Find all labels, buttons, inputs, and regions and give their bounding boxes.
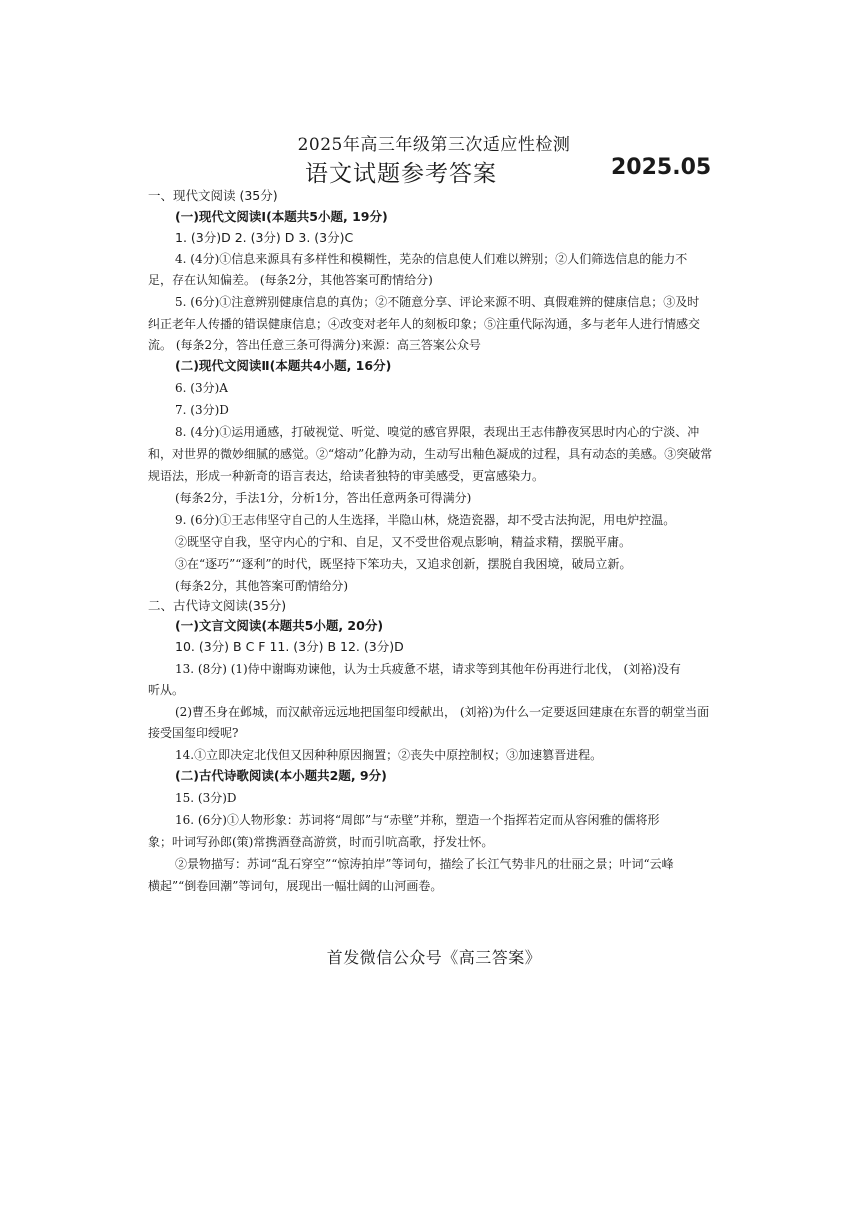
subsection-heading: (一)现代文阅读Ⅰ(本题共5小题, 19分) xyxy=(175,209,388,224)
answer-line: (2)曹丕身在邺城，而汉献帝远远地把国玺印绶献出， (刘裕)为什么一定要返回建康在东晋的朝堂当面 xyxy=(175,705,710,719)
answer-line: 14.①立即决定北伐但又因种种原因搁置；②丧失中原控制权；③加速篡晋进程。 xyxy=(175,748,603,762)
footer-note: 首发微信公众号《高三答案》 xyxy=(326,948,542,967)
answer-line: 象；叶词写孙郎(策)常携酒登高游赏，时而引吭高歌，抒发壮怀。 xyxy=(148,835,494,849)
answer-line: ②景物描写：苏词“乱石穿空”“惊涛拍岸”等词句，描绘了长江气势非凡的壮丽之景；叶词“云峰 xyxy=(175,857,674,871)
answer-line: 10. (3分) B C F 11. (3分) B 12. (3分)D xyxy=(175,639,404,654)
answer-key-title: 语文试题参考答案 xyxy=(305,161,497,187)
subsection-heading: (二)现代文阅读Ⅱ(本题共4小题, 16分) xyxy=(175,358,392,373)
section-heading: 二、古代诗文阅读(35分) xyxy=(148,598,287,613)
answer-line: 1. (3分)D 2. (3分) D 3. (3分)C xyxy=(175,230,354,245)
answer-line: 6. (3分)A xyxy=(175,381,228,395)
answer-line: 4. (4分)①信息来源具有多样性和模糊性，芜杂的信息使人们难以辨别；②人们筛选信息的能力不 xyxy=(175,252,688,266)
subsection-heading: (一)文言文阅读(本题共5小题, 20分) xyxy=(175,618,384,633)
answer-line: (每条2分，手法1分，分析1分，答出任意两条可得满分) xyxy=(175,491,472,505)
answer-line: 15. (3分)D xyxy=(175,791,237,805)
exam-title: 2025年高三年级第三次适应性检测 xyxy=(297,135,571,155)
answer-line: 和，对世界的微妙细腻的感觉。②“熔动”化静为动，生动写出釉色凝成的过程，具有动态的美感。③突破常 xyxy=(148,447,713,461)
answer-line: 9. (6分)①王志伟坚守自己的人生选择，半隐山林，烧造瓷器，却不受古法拘泥，用电炉控温。 xyxy=(175,513,676,527)
answer-line: 16. (6分)①人物形象：苏词将“周郎”与“赤壁”并称，塑造一个指挥若定而从容闲雅的儒将形 xyxy=(175,813,660,827)
answer-line: 横起”“倒卷回潮”等词句，展现出一幅壮阔的山河画卷。 xyxy=(148,879,443,893)
answer-line: 纠正老年人传播的错误健康信息；④改变对老年人的刻板印象；⑤注重代际沟通，多与老年人进行情感交 xyxy=(148,317,701,331)
answer-line: 5. (6分)①注意辨别健康信息的真伪；②不随意分享、评论来源不明、真假难辨的健康信息；③及时 xyxy=(175,295,700,309)
section-heading: 一、现代文阅读 (35分) xyxy=(148,188,278,203)
subsection-heading: (二)古代诗歌阅读(本小题共2题, 9分) xyxy=(175,768,387,783)
answer-line: 规语法，形成一种新奇的语言表达，给读者独特的审美感受，更富感染力。 xyxy=(148,469,545,483)
answer-line: 接受国玺印绶呢? xyxy=(148,726,239,740)
exam-date: 2025.05 xyxy=(611,155,712,180)
answer-line: ②既坚守自我，坚守内心的宁和、自足，又不受世俗观点影响，精益求精，摆脱平庸。 xyxy=(175,535,632,549)
answer-line: 听从。 xyxy=(148,683,185,697)
answer-line: 13. (8分) (1)侍中谢晦劝谏他，认为士兵疲惫不堪，请求等到其他年份再进行北伐， (刘裕)没有 xyxy=(175,662,681,676)
answer-line: 7. (3分)D xyxy=(175,403,229,417)
answer-line: 8. (4分)①运用通感，打破视觉、听觉、嗅觉的感官界限，表现出王志伟静夜冥思时内心的宁淡、冲 xyxy=(175,425,700,439)
answer-line: (每条2分，其他答案可酌情给分) xyxy=(175,579,348,593)
answer-line: ③在“逐巧”“逐利”的时代，既坚持下笨功夫，又追求创新，摆脱自我困境，破局立新。 xyxy=(175,557,632,571)
answer-line: 足，存在认知偏差。 (每条2分，其他答案可酌情给分) xyxy=(148,273,433,287)
answer-line: 流。 (每条2分，答出任意三条可得满分)来源：高三答案公众号 xyxy=(148,338,481,352)
